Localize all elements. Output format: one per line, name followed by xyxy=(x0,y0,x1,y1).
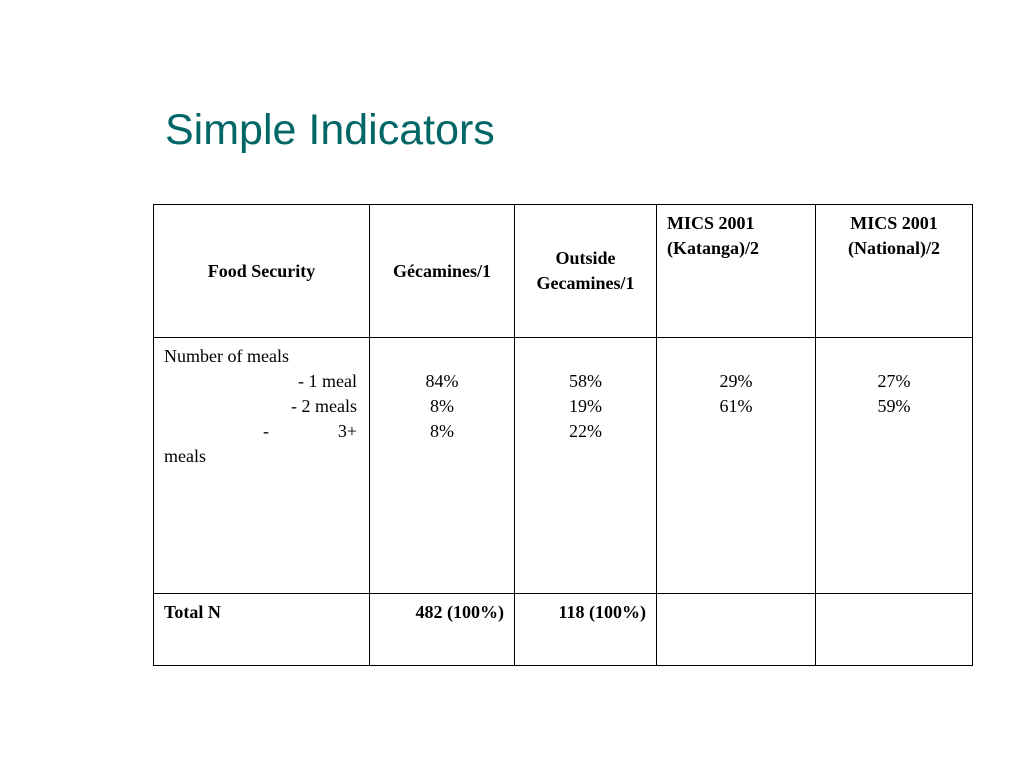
meals-mics-national-cell xyxy=(816,338,973,594)
gecamines-value-3: 8% xyxy=(430,421,454,441)
outside-value-2: 19% xyxy=(569,396,602,416)
meal-item-1: - 1 meal xyxy=(298,371,357,391)
meals-label: Number of meals xyxy=(164,346,289,366)
header-mics-national xyxy=(816,205,973,338)
outside-value-3: 22% xyxy=(569,421,602,441)
gecamines-value-2: 8% xyxy=(430,396,454,416)
outside-value-1: 58% xyxy=(569,371,602,391)
total-gecamines: 482 (100%) xyxy=(415,602,504,622)
meals-label-cell xyxy=(154,338,370,594)
header-mics-katanga-line2: (Katanga)/2 xyxy=(667,238,759,258)
total-label-cell xyxy=(154,594,370,666)
header-outside-gecamines xyxy=(515,205,657,338)
header-food-security-text: Food Security xyxy=(207,260,316,281)
total-label: Total N xyxy=(164,602,221,622)
header-row xyxy=(154,205,973,338)
total-row xyxy=(154,594,973,666)
header-outside-line2: Gecamines/1 xyxy=(536,273,635,293)
header-gecamines xyxy=(370,205,515,338)
meals-gecamines-cell xyxy=(370,338,515,594)
meals-mics-katanga-cell xyxy=(657,338,816,594)
total-mics-national-cell xyxy=(816,594,973,666)
mics-national-value-1: 27% xyxy=(877,371,911,391)
meal-item-3-dash: - xyxy=(263,421,269,441)
header-mics-national-line2: (National)/2 xyxy=(848,238,940,258)
total-outside-cell xyxy=(515,594,657,666)
meal-item-3-cont: meals xyxy=(164,446,206,466)
meals-row xyxy=(154,338,973,594)
total-outside: 118 (100%) xyxy=(558,602,646,622)
mics-katanga-value-2: 61% xyxy=(719,396,753,416)
indicators-table xyxy=(153,204,973,666)
header-mics-national-line1: MICS 2001 xyxy=(850,213,938,233)
header-gecamines-text: Gécamines/1 xyxy=(393,260,491,281)
mics-national-value-2: 59% xyxy=(877,396,911,416)
header-mics-katanga-line1: MICS 2001 xyxy=(667,213,755,233)
header-mics-katanga xyxy=(657,205,816,338)
total-gecamines-cell xyxy=(370,594,515,666)
meal-item-2: - 2 meals xyxy=(291,396,357,416)
gecamines-value-1: 84% xyxy=(425,371,459,391)
meal-item-3-num: 3+ xyxy=(337,421,357,441)
mics-katanga-value-1: 29% xyxy=(719,371,753,391)
meals-outside-cell xyxy=(515,338,657,594)
header-food-security xyxy=(154,205,370,338)
slide-title: Simple Indicators xyxy=(165,106,495,154)
header-outside-line1: Outside xyxy=(555,248,616,268)
total-mics-katanga-cell xyxy=(657,594,816,666)
meal-item-3 xyxy=(164,419,363,444)
